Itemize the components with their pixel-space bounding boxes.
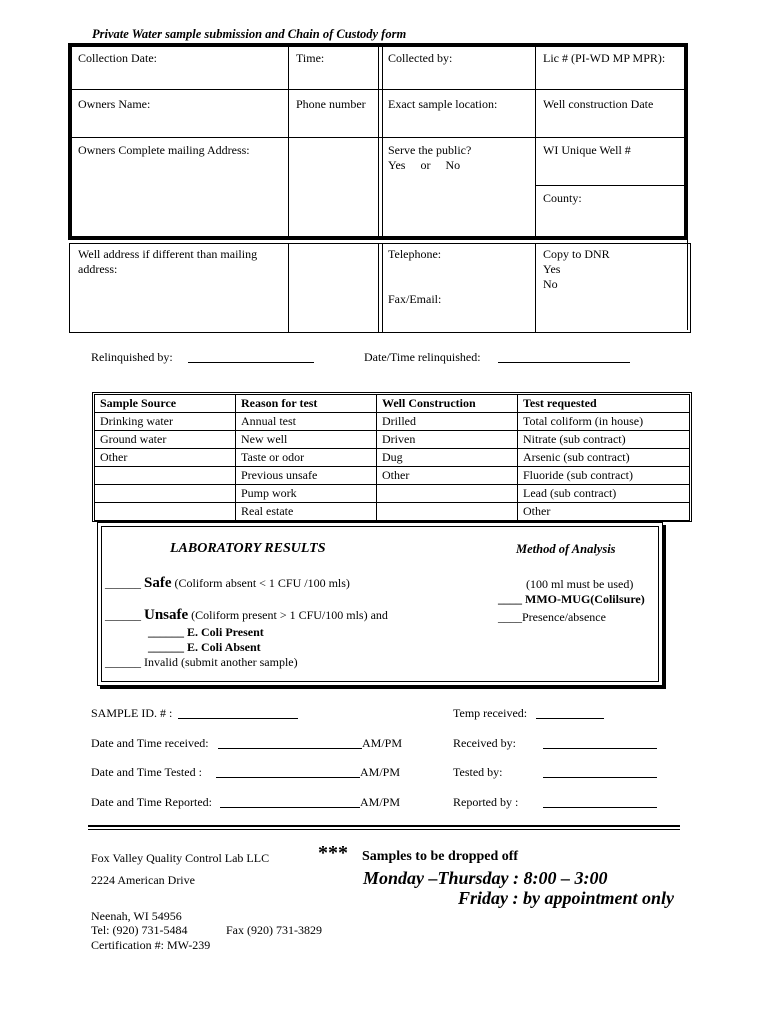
table-cell[interactable]: Annual test <box>236 413 377 431</box>
table-cell[interactable]: Other <box>95 449 236 467</box>
collected-by-field[interactable]: Collected by: <box>388 51 453 65</box>
grid-divider <box>535 43 536 240</box>
mmo-row[interactable] <box>498 592 645 607</box>
exact-location-field[interactable]: Exact sample location: <box>388 97 498 111</box>
grid-divider <box>288 243 289 333</box>
ecoli-absent-row[interactable] <box>148 640 261 655</box>
invalid-label: Invalid (submit another sample) <box>144 655 298 669</box>
table-cell[interactable]: Previous unsafe <box>236 467 377 485</box>
ecoli-absent-label: E. Coli Absent <box>187 640 261 654</box>
table-header-cell: Test requested <box>518 395 690 413</box>
telephone-field[interactable]: Telephone: <box>388 247 442 261</box>
reported-by-label: Reported by : <box>453 795 519 809</box>
reported-by-line[interactable] <box>543 807 657 808</box>
footer-divider <box>88 825 680 827</box>
table-cell[interactable] <box>95 503 236 521</box>
ecoli-present-blank: ______ <box>148 625 184 639</box>
lab-street: 2224 American Drive <box>91 873 195 887</box>
table-cell[interactable] <box>377 503 518 521</box>
table-row <box>95 467 690 485</box>
table-cell[interactable]: Taste or odor <box>236 449 377 467</box>
ecoli-present-label: E. Coli Present <box>187 625 264 639</box>
table-header-cell: Reason for test <box>236 395 377 413</box>
sample-table <box>94 394 690 521</box>
grid-divider <box>378 43 379 240</box>
well-address-field[interactable] <box>72 243 263 281</box>
dropoff-heading: Samples to be dropped off <box>362 849 519 864</box>
lab-fax: Fax (920) 731-3829 <box>226 923 322 937</box>
table-cell[interactable]: Other <box>518 503 690 521</box>
copy-dnr-yes: Yes <box>543 262 561 276</box>
grid-divider <box>535 243 536 333</box>
well-address-label-2: address: <box>78 262 118 276</box>
invalid-blank: ______ <box>105 655 141 669</box>
relinquished-datetime-label: Date/Time relinquished: <box>364 350 481 364</box>
license-field[interactable]: Lic # (PI-WD MP MPR): <box>543 51 666 65</box>
table-cell[interactable]: Arsenic (sub contract) <box>518 449 690 467</box>
owners-name-field[interactable]: Owners Name: <box>78 97 151 111</box>
table-header-row <box>95 395 690 413</box>
time-field[interactable]: Time: <box>296 51 325 65</box>
lab-city: Neenah, WI 54956 <box>91 909 182 923</box>
unsafe-detail: (Coliform present > 1 CFU/100 mls) and <box>191 608 388 622</box>
date-received-line[interactable] <box>218 748 362 749</box>
serve-public-field[interactable] <box>382 139 477 177</box>
grid-divider <box>378 243 379 333</box>
safe-detail: (Coliform absent < 1 CFU /100 mls) <box>174 576 350 590</box>
well-address-label-1: Well address if different than mailing <box>78 247 258 261</box>
tested-by-line[interactable] <box>543 777 657 778</box>
copy-dnr-label: Copy to DNR <box>543 247 610 261</box>
wi-unique-well-field[interactable]: WI Unique Well # <box>543 143 631 157</box>
grid-row-line <box>68 89 688 90</box>
table-row <box>95 413 690 431</box>
received-by-label: Received by: <box>453 736 516 750</box>
safe-blank: ______ <box>105 576 141 590</box>
table-cell[interactable]: Nitrate (sub contract) <box>518 431 690 449</box>
table-cell[interactable]: Drinking water <box>95 413 236 431</box>
table-cell[interactable]: Real estate <box>236 503 377 521</box>
received-by-line[interactable] <box>543 748 657 749</box>
table-row <box>95 449 690 467</box>
unsafe-blank: ______ <box>105 608 141 622</box>
date-tested-line[interactable] <box>216 777 360 778</box>
table-cell[interactable]: Lead (sub contract) <box>518 485 690 503</box>
grid-row-line <box>68 137 688 138</box>
table-cell[interactable]: Driven <box>377 431 518 449</box>
well-construction-date-field[interactable]: Well construction Date <box>543 97 654 111</box>
table-cell[interactable]: Pump work <box>236 485 377 503</box>
sample-id-label: SAMPLE ID. # : <box>91 706 173 720</box>
grid-row-line <box>535 185 688 186</box>
table-header-cell: Well Construction <box>377 395 518 413</box>
table-cell[interactable] <box>377 485 518 503</box>
date-received-ampm: AM/PM <box>362 736 403 750</box>
copy-dnr-field[interactable] <box>537 243 616 296</box>
lab-tel: Tel: (920) 731-5484 <box>91 923 188 937</box>
tested-by-label: Tested by: <box>453 765 503 779</box>
date-reported-line[interactable] <box>220 807 360 808</box>
method-note: (100 ml must be used) <box>526 577 634 591</box>
county-field[interactable]: County: <box>543 191 582 205</box>
phone-number-field[interactable]: Phone number <box>296 97 366 111</box>
safe-row[interactable] <box>105 575 350 592</box>
dropoff-hours-friday: Friday : by appointment only <box>458 888 674 908</box>
temp-received-label: Temp received: <box>453 706 528 720</box>
lab-results-heading: LABORATORY RESULTS <box>170 541 326 556</box>
safe-word: Safe <box>144 575 172 591</box>
relinquished-by-label: Relinquished by: <box>91 350 173 364</box>
temp-received-line[interactable] <box>536 718 604 719</box>
lab-name: Fox Valley Quality Control Lab LLC <box>91 851 270 865</box>
collection-date-field[interactable]: Collection Date: <box>78 51 157 65</box>
ecoli-present-row[interactable] <box>148 625 264 640</box>
copy-dnr-no: No <box>543 277 558 291</box>
sample-id-line[interactable] <box>178 718 298 719</box>
table-cell[interactable]: Ground water <box>95 431 236 449</box>
footer-divider-thin <box>88 829 680 830</box>
table-header-cell: Sample Source <box>95 395 236 413</box>
date-reported-label: Date and Time Reported: <box>91 795 212 809</box>
owners-address-field[interactable]: Owners Complete mailing Address: <box>78 143 250 157</box>
table-row <box>95 485 690 503</box>
mmo-label: MMO-MUG(Colilsure) <box>525 592 645 606</box>
table-cell[interactable]: Fluoride (sub contract) <box>518 467 690 485</box>
serve-public-label: Serve the public? <box>388 143 472 157</box>
table-cell[interactable]: Other <box>377 467 518 485</box>
stars-mark: *** <box>318 842 348 864</box>
lab-certification: Certification #: MW-239 <box>91 938 211 952</box>
unsafe-word: Unsafe <box>144 607 189 623</box>
table-cell[interactable]: Total coliform (in house) <box>518 413 690 431</box>
grid-divider <box>288 43 289 240</box>
serve-public-options: Yes or No <box>388 158 461 172</box>
date-tested-ampm: AM/PM <box>360 765 401 779</box>
form-title: Private Water sample submission and Chain of Custody form <box>92 27 407 41</box>
mmo-blank: ____ <box>498 592 522 606</box>
date-received-label: Date and Time received: <box>91 736 209 750</box>
fax-email-field[interactable]: Fax/Email: <box>388 292 442 306</box>
table-cell[interactable]: New well <box>236 431 377 449</box>
table-cell[interactable]: Dug <box>377 449 518 467</box>
invalid-row[interactable] <box>105 655 298 670</box>
table-cell[interactable] <box>95 485 236 503</box>
presence-absence-row[interactable]: ____Presence/absence <box>498 610 606 624</box>
table-row <box>95 431 690 449</box>
relinquished-by-line[interactable] <box>188 362 314 363</box>
date-tested-label: Date and Time Tested : <box>91 765 202 779</box>
ecoli-absent-blank: ______ <box>148 640 184 654</box>
table-row <box>95 503 690 521</box>
relinquished-datetime-line[interactable] <box>498 362 630 363</box>
table-cell[interactable]: Drilled <box>377 413 518 431</box>
date-reported-ampm: AM/PM <box>360 795 401 809</box>
unsafe-row[interactable] <box>105 607 388 624</box>
table-cell[interactable] <box>95 467 236 485</box>
dropoff-hours-weekday: Monday –Thursday : 8:00 – 3:00 <box>363 868 608 888</box>
method-heading: Method of Analysis <box>516 542 616 556</box>
